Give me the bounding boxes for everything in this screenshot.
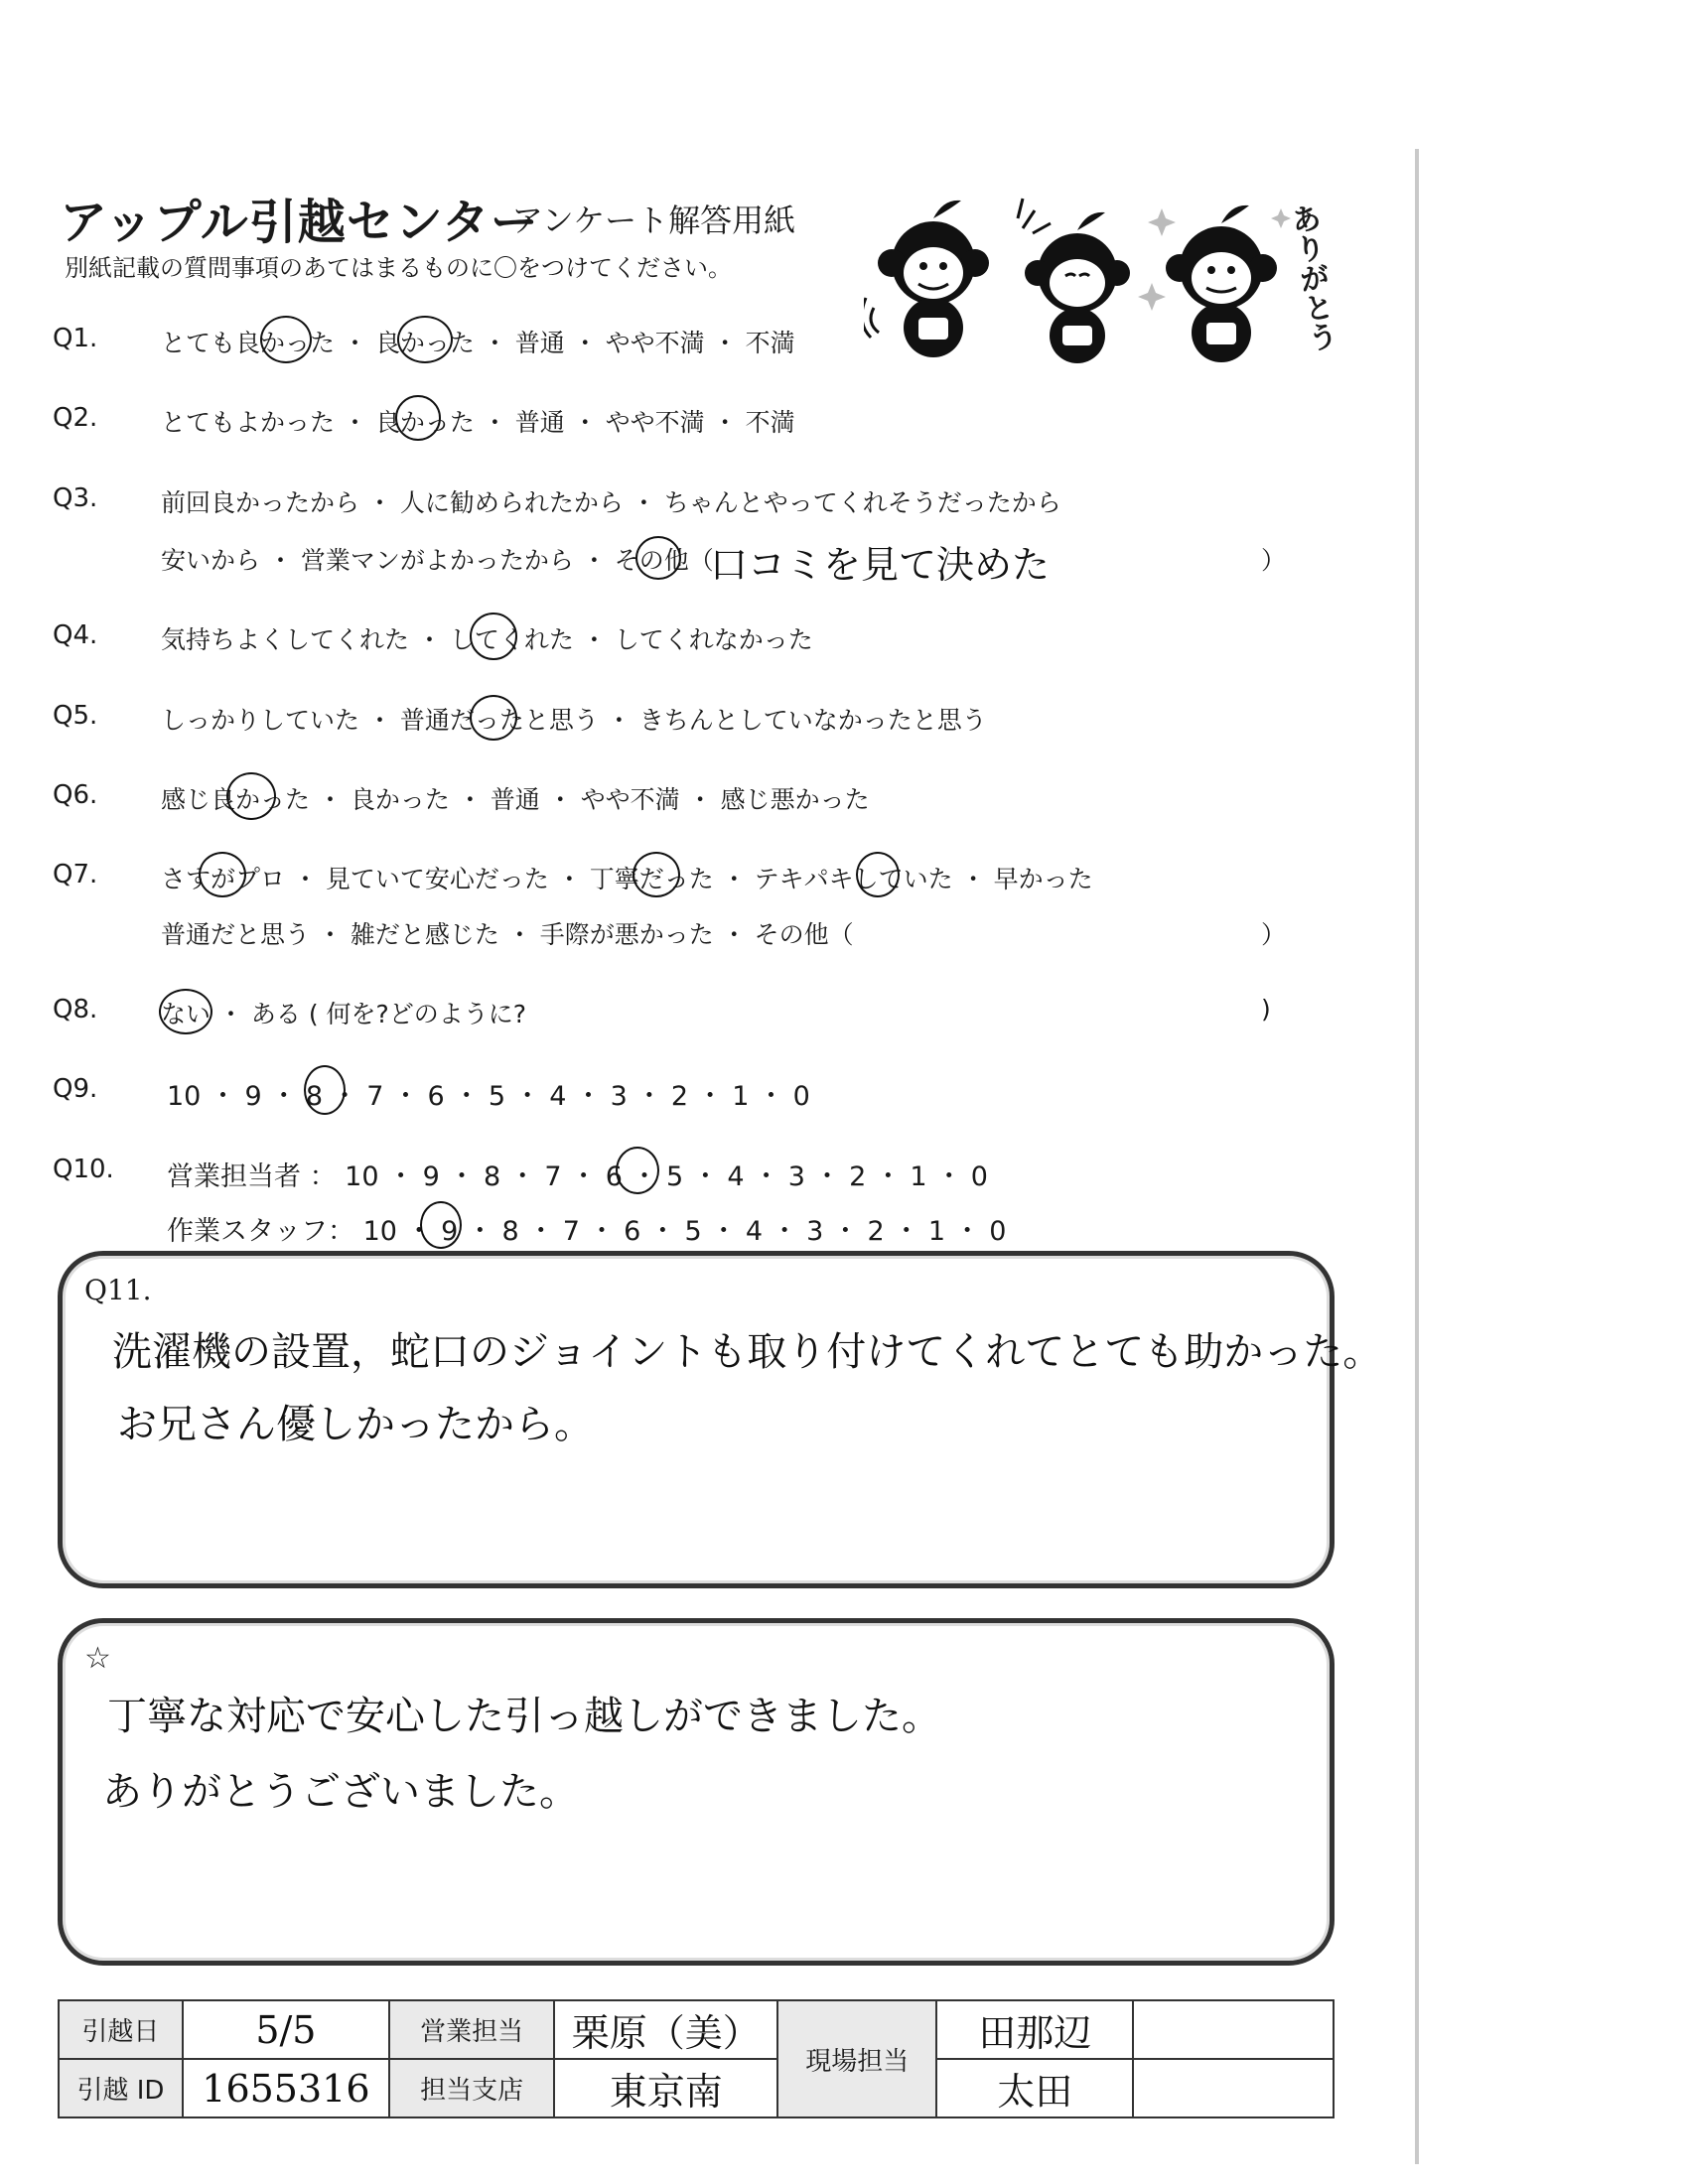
q7-options-line1: さすがプロ ・ 見ていて安心だった ・ 丁寧だった ・ テキパキしていた ・ 早かった: [161, 865, 1093, 893]
answer-circle-q3: [635, 536, 681, 580]
q7-label: Q7.: [53, 860, 98, 889]
site-label: 現場担当: [777, 2000, 936, 2117]
q8-options: ない ・ ある ( 何を?どのように?: [161, 1000, 527, 1028]
q11-handwritten-line1: 洗濯機の設置，蛇口のジョイントも取り付けてくれてとても助かった。: [112, 1329, 1383, 1375]
q3-options-line2: 安いから ・ 営業マンがよかったから ・ その他（: [161, 546, 714, 575]
answer-circle-q1-b: [397, 316, 453, 363]
q4-label: Q4.: [53, 620, 98, 650]
answer-circle-q7-b: [633, 852, 680, 897]
q3-options-line1: 前回良かったから ・ 人に勧められたから ・ ちゃんとやってくれそうだったから: [161, 488, 1061, 517]
q5-label: Q5.: [53, 701, 98, 731]
sales-value: 栗原（美）: [571, 2011, 761, 2055]
answer-circle-q5: [470, 695, 517, 741]
star-comment-box: [58, 1618, 1335, 1966]
site-value-1: 田那辺: [978, 2011, 1092, 2055]
site-cell-2: [936, 2059, 1133, 2117]
site-cell-1: [936, 2000, 1133, 2059]
answer-circle-q2: [395, 395, 441, 441]
site-cell-extra-2: [1133, 2059, 1334, 2117]
move-info-table: [58, 1999, 1335, 2118]
q1-options: とても良かった ・ 良かった ・ 普通 ・ やや不満 ・ 不満: [161, 329, 795, 357]
move-date-label: 引越日: [59, 2000, 183, 2059]
star-handwritten-line2: ありがとうございました。: [102, 1769, 579, 1815]
q8-close-paren: ): [1261, 995, 1271, 1024]
q4-options: 気持ちよくしてくれた ・ してくれた ・ してくれなかった: [161, 625, 813, 654]
move-date-cell: [183, 2000, 389, 2059]
q5-options: しっかりしていた ・ 普通だったと思う ・ きちんとしていなかったと思う: [161, 706, 987, 735]
q11-label: Q11.: [84, 1274, 152, 1306]
star-icon: ☆: [84, 1641, 111, 1676]
q2-options: とてもよかった ・ 良かった ・ 普通 ・ やや不満 ・ 不満: [161, 408, 795, 437]
move-id-value: 1655316: [202, 2066, 370, 2111]
q1-label: Q1.: [53, 324, 98, 353]
sales-cell: [554, 2000, 777, 2059]
answer-circle-q4: [470, 613, 517, 660]
q10-sales-scale: 営業担当者 ： 10 ・ 9 ・ 8 ・ 7 ・ 6 ・ 5 ・ 4 ・ 3 ・ 2 ・ 1 ・ 0: [167, 1161, 988, 1192]
q6-label: Q6.: [53, 780, 98, 810]
answer-circle-q10-sales: [616, 1147, 659, 1194]
answer-circle-q10-staff: [420, 1201, 462, 1249]
branch-value: 東京南: [609, 2070, 723, 2114]
answer-circle-q1: [260, 316, 312, 363]
q7-close-paren: ）: [1261, 920, 1287, 949]
q9-label: Q9.: [53, 1074, 98, 1104]
q6-options: 感じ良かった ・ 良かった ・ 普通 ・ やや不満 ・ 感じ悪かった: [161, 785, 870, 814]
answer-circle-q6: [226, 772, 276, 820]
q2-label: Q2.: [53, 403, 98, 433]
mascot-monkeys-illustration: [864, 189, 1331, 367]
sales-label: 営業担当: [389, 2000, 554, 2059]
star-handwritten-line1: 丁寧な対応で安心した引っ越しができました。: [107, 1694, 941, 1739]
branch-cell: [554, 2059, 777, 2117]
q11-handwritten-line2: お兄さん優しかったから。: [117, 1402, 594, 1447]
company-title: アップル引越センター: [60, 195, 539, 250]
q11-comment-box: [58, 1251, 1383, 1588]
answer-circle-q9: [304, 1065, 346, 1115]
branch-label: 担当支店: [389, 2059, 554, 2117]
answer-circle-q8: [159, 989, 212, 1034]
site-cell-extra-1: [1133, 2000, 1334, 2059]
answer-circle-q7-a: [199, 852, 246, 897]
q10-label: Q10.: [53, 1155, 114, 1184]
answer-circle-q7-c: [856, 852, 900, 897]
q9-scale: 10 ・ 9 ・ 8 ・ 7 ・ 6 ・ 5 ・ 4 ・ 3 ・ 2 ・ 1 ・ 0: [167, 1081, 810, 1112]
scan-edge-line: [1415, 149, 1419, 2164]
move-date-value: 5/5: [255, 2007, 317, 2052]
q3-close-paren: ）: [1261, 546, 1287, 575]
move-id-cell: [183, 2059, 389, 2117]
mascot-arigatou-text: ありがとう: [1283, 202, 1339, 354]
instruction-text: 別紙記載の質問事項のあてはまるものに〇をつけてください。: [65, 254, 732, 282]
q8-label: Q8.: [53, 995, 98, 1024]
q10-staff-scale: 作業スタッフ： 10 ・ 9 ・ 8 ・ 7 ・ 6 ・ 5 ・ 4 ・ 3 ・ 2 ・ 1 ・ 0: [167, 1216, 1007, 1247]
q7-options-line2: 普通だと思う ・ 雑だと感じた ・ 手際が悪かった ・ その他（: [161, 920, 854, 949]
q3-label: Q3.: [53, 483, 98, 513]
move-id-label: 引越 ID: [59, 2059, 183, 2117]
site-value-2: 太田: [997, 2070, 1073, 2114]
form-subtitle: アンケート解答用紙: [511, 202, 796, 239]
q3-other-handwritten: 口コミを見て決めた: [710, 543, 1051, 587]
